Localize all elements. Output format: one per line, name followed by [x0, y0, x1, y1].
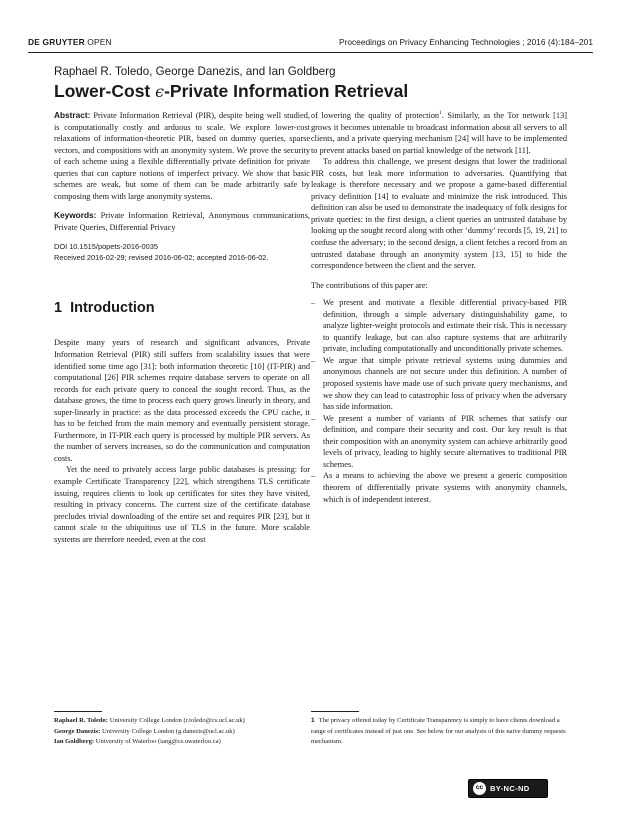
title-after: -Private Information Retrieval: [164, 81, 409, 101]
right-p1-text: of lowering the quality of protection: [311, 111, 439, 120]
list-dash: –: [311, 471, 316, 481]
affiliation-text: University College London (r.toledo@cs.ucl.ac.uk): [109, 717, 245, 724]
running-header: [28, 36, 593, 48]
right-p1-rest: . Similarly, as the Tor network [13] grows it becomes untenable to broadcast information about all servers to all clients, and a private querying mechanism [24] will have to be implemented to prevent attacks based on partial knowledge of the network [11].: [311, 111, 567, 155]
list-dash: –: [311, 413, 316, 423]
affiliation-rule: [54, 711, 102, 712]
right-column: [311, 110, 567, 505]
list-item: [311, 355, 567, 413]
section-number: 1: [54, 300, 63, 317]
footnote-number: 1: [311, 717, 315, 724]
epsilon-symbol: ϵ: [155, 82, 165, 101]
affiliation-name: Raphael R. Toledo:: [54, 717, 109, 724]
keywords: [54, 210, 310, 233]
affiliation-text: University of Waterloo (iang@cs.uwaterloo.ca): [95, 738, 221, 745]
affiliation-entry: [54, 727, 310, 738]
abstract-label: Abstract:: [54, 110, 91, 120]
received-dates: Received 2016-02-29; revised 2016-06-02; accepted 2016-06-02.: [54, 253, 269, 263]
section-title: Introduction: [70, 300, 155, 317]
publisher-name: [28, 36, 112, 48]
creative-commons-icon: cc: [473, 782, 486, 795]
affiliation-entry: [54, 716, 310, 727]
author-list: Raphael R. Toledo, George Danezis, and Ian Goldberg: [54, 65, 336, 78]
publisher-light: OPEN: [87, 37, 112, 47]
abstract-text: Private Information Retrieval (PIR), despite being well studied, is computationally costly and arduous to scale. We explore lower-cost relaxations of information-theoretic PIR, based on dummy queries, sparse vectors, and compositions with an anonymity system. We prove the security of each scheme using a flexible differentially private definition for private queries that can capture notions of imperfect privacy. We show that basic schemes are weak, but some of them can be made arbitrarily safe by composing them with large anonymity systems.: [54, 111, 310, 201]
keywords-label: Keywords:: [54, 210, 97, 221]
list-item: [311, 470, 567, 505]
license-text: BY-NC-ND: [490, 784, 530, 793]
publisher-bold: DE GRUYTER: [28, 37, 85, 47]
intro-paragraph-2: Yet the need to privately access large public databases is pressing: for example Certificate Transparency [22], which strengthens TLS certificate issuing, requires clients to look up certificates for sites they have visited, resulting in privacy concerns. The current size of the certificate database precludes trivial downloading of the entire set and requires PIR [23], but it cannot scale to the ubiquitous use of TLS in the future. More scalable systems are therefore needed, even at the cost: [54, 465, 310, 544]
affiliations: [54, 716, 310, 748]
title-before: Lower-Cost: [54, 81, 156, 101]
footnote: [311, 716, 567, 748]
affiliation-text: University College London (g.danezis@ucl.ac.uk): [101, 727, 235, 735]
list-item: [311, 413, 567, 471]
paper-title: [54, 80, 408, 103]
footnote-marker: 1: [439, 110, 442, 117]
footnote-rule: [311, 711, 359, 712]
list-item-text: We present and motivate a flexible differential privacy-based PIR definition, through a simple adversary distinguishability game, to analyze lighter-weight protocols and estimate their risk. This is necessary to quantify leakage, but can also capture systems that are arbitrarily private, including computationally and unconditionally private schemes.: [323, 298, 567, 354]
left-column: [54, 110, 310, 545]
contributions-intro: The contributions of this paper are:: [311, 280, 428, 290]
journal-citation: Proceedings on Privacy Enhancing Technologies ; 2016 (4):184–201: [338, 37, 593, 47]
affiliation-name: Ian Goldberg:: [54, 738, 95, 745]
intro-paragraph-1: Despite many years of research and significant advances, Private Information Retrieval (PIR) still suffers from scalability issues that were identified some time ago [31]: both information theoretic [10] (IT-PIR) and computational [26] PIR schemes require database servers to operate on all records for each private query to conceal the sought record. Thus, as the database grows, the time to process each query grows linearly in theory, and super-linearly in practice: as the data processed exceeds the CPU cache, it has to be fetched from the main memory and eventually persistent storage. Furthermore, in IT-PIR each query is processed by multiple PIR servers. As the number of servers increases, so do the communication and computation costs.: [54, 338, 310, 463]
contributions-list: [311, 297, 567, 505]
license-badge[interactable]: [468, 779, 548, 798]
doi: DOI 10.1515/popets-2016-0035: [54, 242, 158, 252]
abstract: [54, 110, 310, 202]
list-item-text: We present a number of variants of PIR schemes that satisfy our definition, and compare their security and cost. Our key result is that their composition with an anonymity system can achieve arbitrarily good levels of privacy, leading to highly secure alternatives to traditional PIR schemes.: [323, 413, 567, 469]
article-meta: [54, 241, 310, 263]
list-dash: –: [311, 355, 316, 365]
right-paragraph-1: [311, 110, 567, 156]
affiliation-entry: [54, 737, 310, 748]
header-rule: [28, 52, 593, 53]
list-item-text: We argue that simple private retrieval systems using dummies and anonymous channels are not secure under this definition. A number of proposed systems have made use of such private query mechanisms, and we show they can lead to catastrophic loss of privacy when the adversary has side information.: [323, 355, 567, 412]
section-heading-introduction: [54, 299, 310, 317]
list-item-text: As a means to achieving the above we present a generic composition theorem of differentially private systems with anonymity channels, which is of independent interest.: [323, 471, 567, 504]
footnote-text: The privacy offered today by Certificate Transparency is simply to have clients download a range of certificates instead of just one. See below for our analysis of this naive dummy requests mechanism.: [311, 717, 566, 745]
affiliation-name: George Danezis:: [54, 727, 101, 735]
keywords-text: Private Information Retrieval, Anonymous communications, Private Queries, Differential Privacy: [54, 211, 310, 232]
list-dash: –: [311, 298, 316, 308]
right-paragraph-2: To address this challenge, we present designs that lower the traditional PIR costs, but leak more information to adversaries. Quantifying that leakage is therefore necessary and we propose a game-based differential privacy definition [14] to evaluate and minimize the risk introduced. This definition can also be used to demonstrate the inadequacy of folk designs for private queries: in the first design, a client queries an untrusted database by looking up the sought record along with other ‘dummy’ records [5, 19, 21] to confuse the adversary; in the second design, a client fetches a record from an untrusted database through an anonymity system [13, 15] to hide the correspondence between the client and the server.: [311, 157, 567, 271]
list-item: [311, 297, 567, 355]
